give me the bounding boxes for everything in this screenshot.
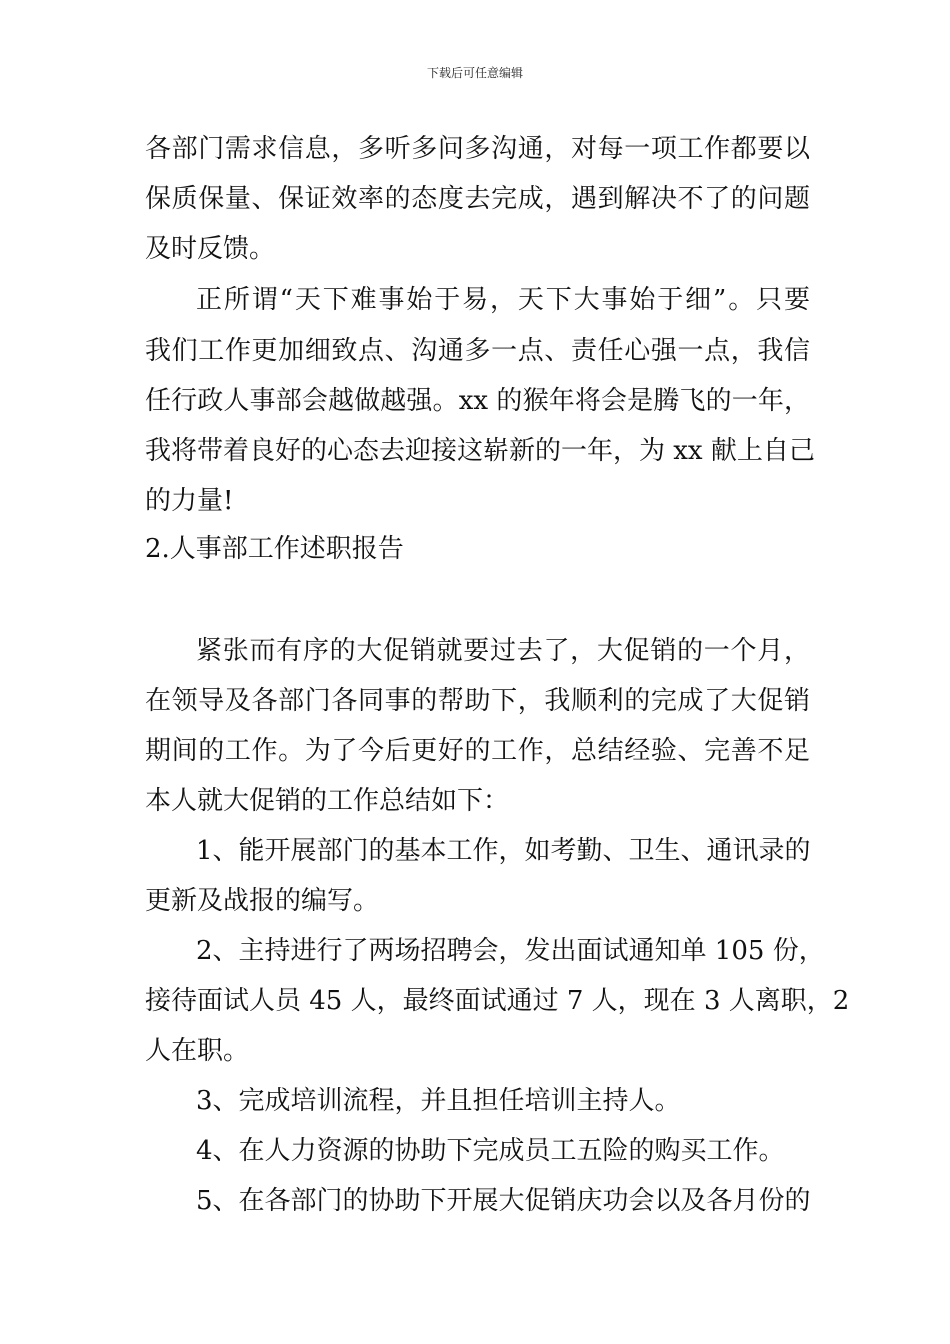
body-line: 的力量! (145, 486, 234, 516)
body-line: 保质保量、保证效率的态度去完成，遇到解决不了的问题 (145, 184, 810, 214)
body-line: 在领导及各部门各同事的帮助下，我顺利的完成了大促销 (145, 686, 810, 716)
body-line: 各部门需求信息，多听多问多沟通，对每一项工作都要以 (145, 134, 810, 164)
page-header: 下载后可任意编辑 (426, 66, 523, 80)
list-item-line: 2、主持进行了两场招聘会，发出面试通知单 105 份， (196, 936, 825, 966)
body-line: 接待面试人员 45 人，最终面试通过 7 人，现在 3 人离职，2 (145, 986, 850, 1016)
list-item-line: 4、在人力资源的协助下完成员工五险的购买工作。 (196, 1136, 785, 1166)
body-line: 我将带着良好的心态去迎接这崭新的一年，为 xx 献上自己 (145, 436, 815, 466)
body-line: 我们工作更加细致点、沟通多一点、责任心强一点，我信 (145, 336, 810, 366)
paragraph-start-line: 紧张而有序的大促销就要过去了，大促销的一个月， (196, 636, 810, 666)
body-line: 及时反馈。 (145, 234, 276, 264)
body-line: 本人就大促销的工作总结如下： (145, 786, 510, 816)
list-item-line: 5、在各部门的协助下开展大促销庆功会以及各月份的 (196, 1186, 811, 1216)
body-line: 任行政人事部会越做越强。xx 的猴年将会是腾飞的一年， (145, 386, 810, 416)
body-line: 人在职。 (145, 1036, 250, 1066)
list-item-line: 3、完成培训流程，并且担任培训主持人。 (196, 1086, 681, 1116)
body-line: 期间的工作。为了今后更好的工作，总结经验、完善不足 (145, 736, 810, 766)
paragraph-start-line: 正所谓“天下难事始于易，天下大事始于细”。只要 (196, 285, 810, 315)
list-item-line: 1、能开展部门的基本工作，如考勤、卫生、通讯录的 (196, 836, 811, 866)
body-line: 更新及战报的编写。 (145, 886, 380, 916)
section-heading: 2.人事部工作述职报告 (145, 534, 404, 564)
